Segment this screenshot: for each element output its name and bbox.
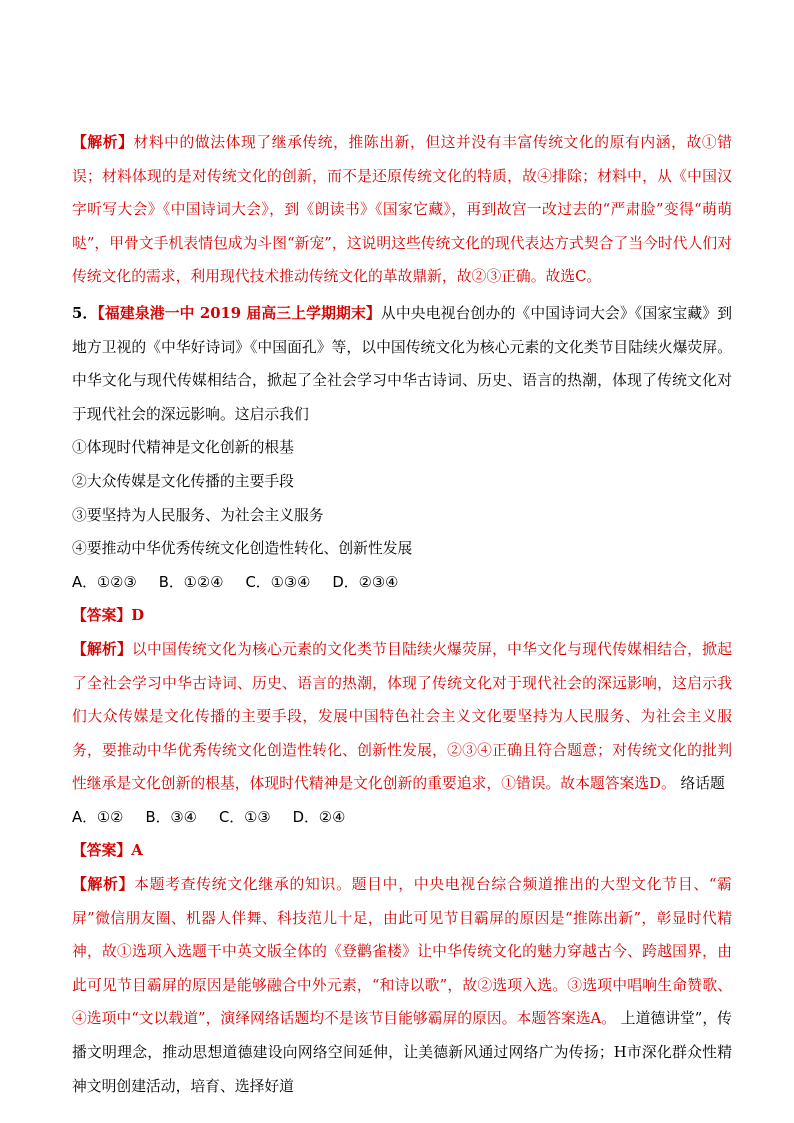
analysis-tag: 【解析】 — [72, 134, 134, 151]
analysis-tag: 【解析】 — [72, 876, 135, 894]
analysis-text: 以中国传统文化为核心元素的文化类节目陆续火爆荧屏，中华文化与现代传媒相结合，掀起了全社会学习中华古诗词、历史、语言的热潮，体现了传统文化对于现代社会的深远影响，这启示我们大众传媒是文化传播的主要手段，发展中国特色社会主义文化要坚持为人民服务、为社会主义服务，要推动中华优秀传统文化创造性转化、创新性发展，②③④正确且符合题意；对传统文化的批判性继承是文化创新的根基，体现时代精神是文化创新的重要追求，①错误。故本题答案选D。 — [72, 640, 732, 793]
statement-1: ①体现时代精神是文化创新的根基 — [72, 439, 294, 457]
question-5-analysis — [72, 633, 732, 801]
answer-value: D — [131, 607, 145, 625]
option-b: B．①②④ — [158, 573, 224, 591]
analysis-block-1 — [72, 126, 732, 294]
analysis-text: 本题考查传统文化继承的知识。题目中，中央电视台综合频道推出的大型文化节目、“霸屏”微信朋友圈、机器人伴舞、科技范儿十足，由此可见节目霸屏的原因是“推陈出新”，彰显时代精神，故①选项入选题干中英文版全体的《登鹳雀楼》让中华传统文化的魅力穿越古今、跨越国界，由此可见节目霸屏的原因是能够融合中外元素，“和诗以歌”，故②选项入选。③选项中唱响生命赞歌、④选项中“文以载道”，演绎网络话题均不是该节目能够霸屏的原因。本题答案选A。 — [72, 876, 732, 1028]
statement-2: ②大众传媒是文化传播的主要手段 — [72, 472, 294, 490]
analysis-tail: 上道德讲堂”，传播文明理念，推动思想道德建设向网络空间延伸，让美德新风通过网络广为传扬；H市深化群众性精神文明创建活动，培育、选择好道 — [72, 1010, 732, 1095]
option-a: A．①② — [72, 808, 124, 826]
analysis-tail: 络话题 — [675, 775, 725, 793]
analysis-text: 材料中的做法体现了继承传统，推陈出新，但这并没有丰富传统文化的原有内涵，故①错误；材料体现的是对传统文化的创新，而不是还原传统文化的特质，故④排除；材料中，从《中国汉字听写大会》《中国诗词大会》，到《朗读书》《国家它藏》，再到故宫一改过去的“严肃脸”变得“萌萌哒”，甲骨文手机表情包成为斗图“新宠”，这说明这些传统文化的现代表达方式契合了当今时代人们对传统文化的需求，利用现代技术推动传统文化的革故鼎新，故②③正确。故选C。 — [72, 134, 732, 286]
answer-value: A — [131, 842, 143, 860]
option-c: C．①③ — [218, 808, 271, 826]
question-5-options — [72, 566, 732, 600]
statement-4: ④要推动中华优秀传统文化创造性转化、创新性发展 — [72, 540, 413, 558]
document-page — [72, 126, 732, 1103]
option-d: D．②④ — [292, 808, 346, 826]
question-5-stem — [72, 297, 732, 431]
question-6-options — [72, 801, 732, 835]
statement-3: ③要坚持为人民服务、为社会主义服务 — [72, 506, 324, 524]
option-a: A．①②③ — [72, 573, 137, 591]
question-stem-text: 从中央电视台创办的《中国诗词大会》《国家宝藏》到地方卫视的《中华好诗词》《中国面孔》等，以中国传统文化为核心元素的文化类节目陆续火爆荧屏。中华文化与现代传媒相结合，掀起了全社会学习中华古诗词、历史、语言的热潮，体现了传统文化对于现代社会的深远影响。这启示我们 — [72, 304, 733, 423]
analysis-tag: 【解析】 — [72, 640, 133, 658]
question-6-analysis — [72, 868, 732, 1103]
question-5-answer — [72, 599, 732, 633]
answer-tag: 【答案】 — [72, 607, 132, 625]
option-c: C．①③④ — [245, 573, 311, 591]
option-b: B．③④ — [145, 808, 197, 826]
question-6-answer — [72, 834, 732, 868]
answer-tag: 【答案】 — [72, 842, 132, 860]
question-source: 【福建泉港一中 2019 届高三上学期期末】 — [97, 304, 381, 322]
option-d: D．②③④ — [332, 573, 399, 591]
question-number: 5． — [72, 304, 98, 322]
